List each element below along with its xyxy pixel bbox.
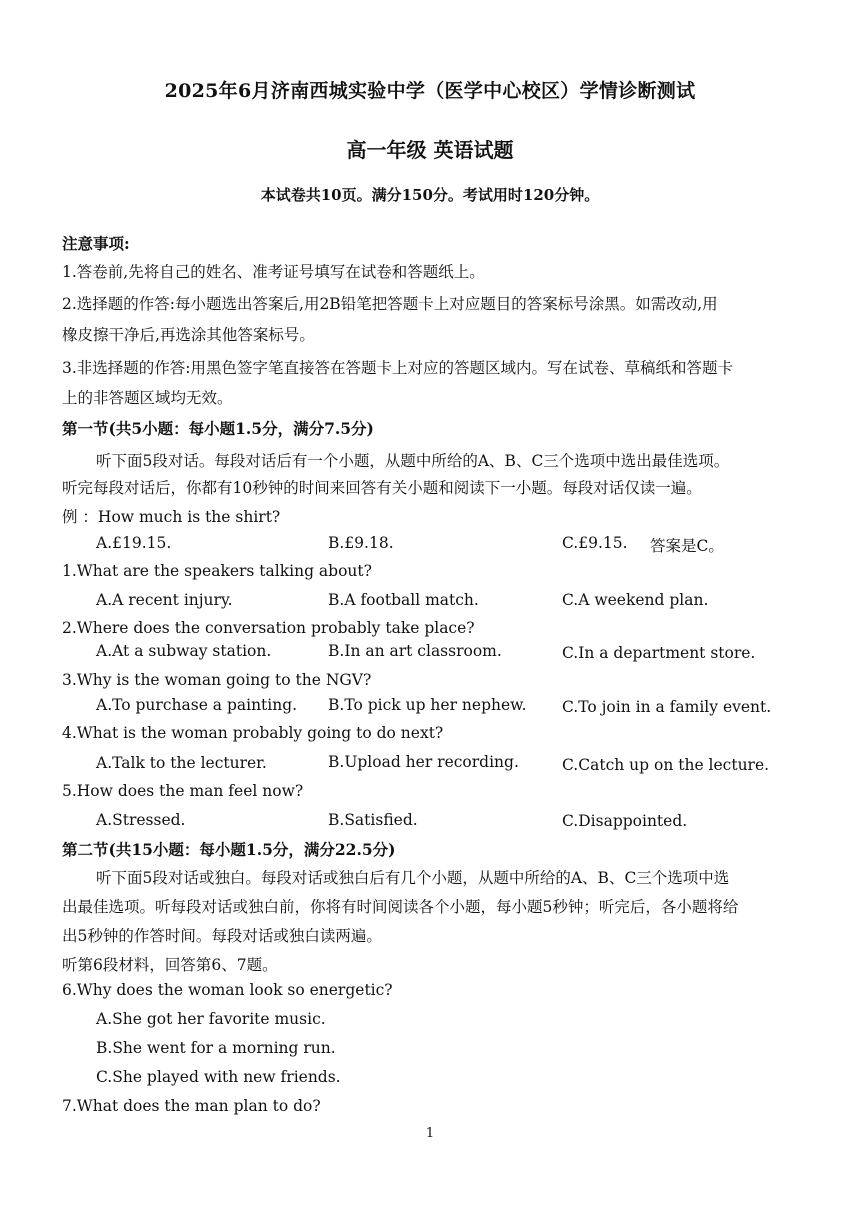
notes-item-2-line-1: 2.选择题的作答:每小题选出答案后,用2B铅笔把答题卡上对应题目的答案标号涂黑。如需改动,用 <box>62 295 718 313</box>
question-2: 2.Where does the conversation probably take place? <box>62 619 475 637</box>
example-option-b: B.£9.18. <box>328 534 394 552</box>
question-7: 7.What does the man plan to do? <box>62 1097 321 1115</box>
question-4-option-b: B.Upload her recording. <box>328 753 519 771</box>
section-1-instructions-line-2: 听完每段对话后，你都有10秒钟的时间来回答有关小题和阅读下一小题。每段对话仅读一遍。 <box>62 479 702 497</box>
example-option-c: C.£9.15. <box>562 534 628 552</box>
question-6: 6.Why does the woman look so energetic? <box>62 981 393 999</box>
notes-item-2-line-2: 橡皮擦干净后,再选涂其他答案标号。 <box>62 326 315 344</box>
question-5-option-c: C.Disappointed. <box>562 812 688 830</box>
exam-subtitle: 高一年级 英语试题 <box>346 138 514 162</box>
question-6-option-b: B.She went for a morning run. <box>96 1039 336 1057</box>
section-1-heading: 第一节(共5小题：每小题1.5分，满分7.5分) <box>62 419 374 438</box>
question-4-option-a: A.Talk to the lecturer. <box>96 754 267 772</box>
exam-title: 2025年6月济南西城实验中学（医学中心校区）学情诊断测试 <box>164 80 696 102</box>
question-5-option-b: B.Satisfied. <box>328 811 418 829</box>
example-question: 例 ：How much is the shirt? <box>62 508 281 526</box>
question-3-option-c: C.To join in a family event. <box>562 698 772 716</box>
notes-item-3-line-2: 上的非答题区域均无效。 <box>62 389 233 407</box>
question-3-option-b: B.To pick up her nephew. <box>328 696 527 714</box>
section-2-instructions-line-2: 出最佳选项。听每段对话或独白前，你将有时间阅读各个小题，每小题5秒钟；听完后，各小题将给 <box>62 898 739 916</box>
question-3: 3.Why is the woman going to the NGV? <box>62 671 372 689</box>
question-2-option-b: B.In an art classroom. <box>328 642 502 660</box>
question-1-option-a: A.A recent injury. <box>96 591 233 609</box>
question-5-option-a: A.Stressed. <box>96 811 186 829</box>
notes-heading: 注意事项: <box>62 234 130 253</box>
notes-item-1: 1.答卷前,先将自己的姓名、准考证号填写在试卷和答题纸上。 <box>62 263 485 281</box>
question-6-option-a: A.She got her favorite music. <box>96 1010 326 1028</box>
exam-info: 本试卷共10页。满分150分。考试用时120分钟。 <box>260 186 600 204</box>
question-1-option-b: B.A football match. <box>328 591 479 609</box>
material-6-heading: 听第6段材料，回答第6、7题。 <box>62 956 278 974</box>
notes-item-3-line-1: 3.非选择题的作答:用黑色签字笔直接答在答题卡上对应的答题区域内。写在试卷、草稿纸和答题卡 <box>62 359 734 377</box>
question-5: 5.How does the man feel now? <box>62 782 304 800</box>
page-number: 1 <box>425 1126 435 1141</box>
section-2-instructions-line-3: 出5秒钟的作答时间。每段对话或独白读两遍。 <box>62 927 382 945</box>
question-1-option-c: C.A weekend plan. <box>562 591 709 609</box>
question-3-option-a: A.To purchase a painting. <box>96 696 298 714</box>
question-6-option-c: C.She played with new friends. <box>96 1068 341 1086</box>
section-2-instructions-line-1: 听下面5段对话或独白。每段对话或独白后有几个小题，从题中所给的A、B、C三个选项中选 <box>96 869 730 887</box>
question-4-option-c: C.Catch up on the lecture. <box>562 756 770 774</box>
question-2-option-a: A.At a subway station. <box>96 642 272 660</box>
question-2-option-c: C.In a department store. <box>562 644 756 662</box>
example-option-a: A.£19.15. <box>96 534 172 552</box>
question-4: 4.What is the woman probably going to do next? <box>62 724 444 742</box>
question-1: 1.What are the speakers talking about? <box>62 562 372 580</box>
section-1-instructions-line-1: 听下面5段对话。每段对话后有一个小题，从题中所给的A、B、C三个选项中选出最佳选项。 <box>96 452 730 470</box>
section-2-heading: 第二节(共15小题：每小题1.5分，满分22.5分) <box>62 840 396 859</box>
example-answer: 答案是C。 <box>650 537 724 555</box>
